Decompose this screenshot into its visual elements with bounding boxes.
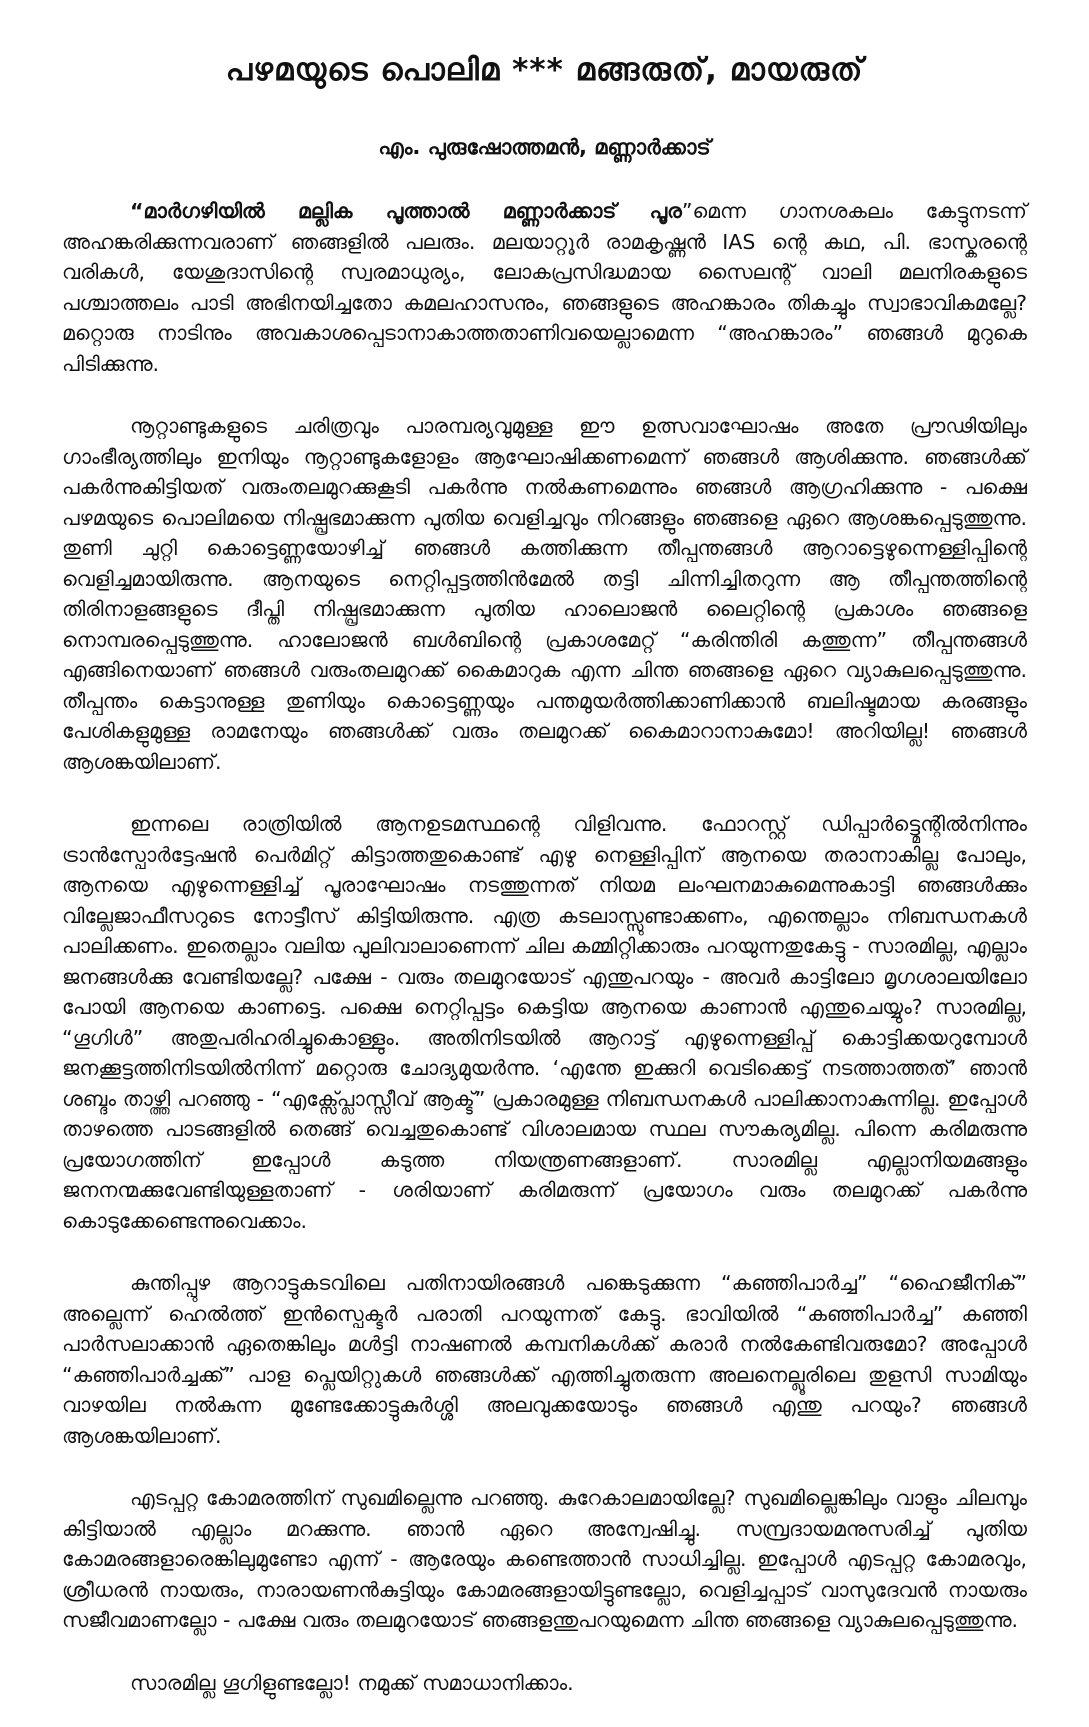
body-paragraph-5: [62, 1483, 1027, 1636]
body-paragraph-1: [62, 196, 1027, 379]
closing-line: സാരമില്ല ഗൂഗിളുണ്ടല്ലോ! നമുക്ക് സമാധാനിക്കാം.: [130, 1670, 574, 1695]
body-paragraph-2: [62, 411, 1027, 777]
author-byline: എം. പുരുഷോത്തമൻ, മണ്ണാർക്കാട്: [378, 135, 711, 159]
song-quote: “മാർഗഴിയിൽ മല്ലിക പൂത്താൽ മണ്ണാർക്കാട് പൂര: [130, 199, 682, 223]
paragraph-text: ”മെന്ന ഗാനശകലം കേട്ടുനടന്ന് അഹങ്കരിക്കുന്നവരാണ് ഞങ്ങളിൽ പലരും. മലയാറ്റൂർ രാമകൃഷ്ണൻ IAS ന്റെ കഥ, പി. ഭാസ്കരന്റെ വരികൾ, യേശുദാസിന്റെ സ്വരമാധുര്യം, ലോകപ്രസിദ്ധമായ സൈലന്റ് വാലി മലനിരകളുടെ പശ്ചാത്തലം പാടി അഭിനയിച്ചതോ കമലഹാസനും, ഞങ്ങളുടെ അഹങ്കാരം തികച്ചും സ്വാഭാവികമല്ലേ? മറ്റൊരു നാടിനും അവകാശപ്പെടാനാകാത്തതാണിവയെല്ലാമെന്ന “അഹങ്കാരം” ഞങ്ങൾ മുറുകെ പിടിക്കുന്നു.: [62, 199, 1027, 376]
paragraph-text: എടപ്പറ്റ കോമരത്തിന് സുഖമില്ലെന്നു പറഞ്ഞു. കുറേകാലമായില്ലേ? സുഖമില്ലെങ്കിലും വാളും ചിലമ്പും കിട്ടിയാൽ എല്ലാം മറക്കുന്നു. ഞാൻ ഏറെ അന്വേഷിച്ചു. സമ്പ്രദായമനുസരിച്ച് പുതിയ കോമരങ്ങളാരെങ്കിലുമുണ്ടോ എന്ന് - ആരേയും കണ്ടെത്താൻ സാധിച്ചില്ല. ഇപ്പോൾ എടപ്പറ്റ കോമരവും, ശ്രീധരൻ നായരും, നാരായണൻകുട്ടിയും കോമരങ്ങളായിട്ടുണ്ടല്ലോ, വെളിച്ചപ്പാട് വാസുദേവൻ നായരും സജീവമാണല്ലോ - പക്ഷേ വരും തലമുറയോട് ഞങ്ങളന്തുപറയുമെന്ന ചിന്ത ഞങ്ങളെ വ്യാകുലപ്പെടുത്തുന്നു.: [62, 1486, 1027, 1632]
body-paragraph-3: [62, 809, 1027, 1236]
paragraph-text: നൂറ്റാണ്ടുകളുടെ ചരിത്രവും പാരമ്പര്യവുമുള്ള ഈ ഉത്സവാഘോഷം അതേ പ്രൗഢിയിലും ഗാംഭീര്യത്തിലും ഇനിയും നൂറ്റാണ്ടുകളോളം ആഘോഷിക്കണമെന്ന് ഞങ്ങൾ ആശിക്കുന്നു. ഞങ്ങൾക്ക് പകർന്നുകിട്ടിയത് വരുംതലമുറക്കുകൂടി പകർന്നു നൽകണമെന്നും ഞങ്ങൾ ആഗ്രഹിക്കുന്നു - പക്ഷെ പഴമയുടെ പൊലിമയെ നിഷ്പ്രഭമാക്കുന്ന പുതിയ വെളിച്ചവും നിറങ്ങളും ഞങ്ങളെ ഏറെ ആശങ്കപ്പെടുത്തുന്നു. തുണി ചുറ്റി കൊട്ടെണ്ണയോഴിച്ച് ഞങ്ങൾ കത്തിക്കുന്ന തീപ്പന്തങ്ങൾ ആറാട്ടെഴുന്നെള്ളിപ്പിന്റെ വെളിച്ചമായിരുന്നു. ആനയുടെ നെറ്റിപ്പട്ടത്തിൻമേൽ തട്ടി ചിന്നിച്ചിതറുന്ന ആ തീപ്പന്തത്തിന്റെ തിരിനാളങ്ങളുടെ ദീപ്തി നിഷ്പ്രഭമാക്കുന്ന പുതിയ ഹാലൊജൻ ലൈറ്റിന്റെ പ്രകാശം ഞങ്ങളെ നൊമ്പരപ്പെടുത്തുന്നു. ഹാലോജൻ ബൾബിന്റെ പ്രകാശമേറ്റ് “കരിന്തിരി കത്തുന്ന” തീപ്പന്തങ്ങൾ എങ്ങിനെയാണ് ഞങ്ങൾ വരുംതലമുറക്ക് കൈമാറുക എന്ന ചിന്ത ഞങ്ങളെ ഏറെ വ്യാകുലപ്പെടുത്തുന്നു. തീപ്പന്തം കെട്ടാനുള്ള തുണിയും കൊട്ടെണ്ണയും പന്തമുയർത്തിക്കാണിക്കാൻ ബലിഷ്ടമായ കരങ്ങളും പേശികളുമുള്ള രാമനേയും ഞങ്ങൾക്ക് വരും തലമുറക്ക് കൈമാറാനാകുമോ! അറിയില്ല! ഞങ്ങൾ ആശങ്കയിലാണ്.: [62, 414, 1027, 774]
page-title: പഴമയുടെ പൊലിമ *** മങ്ങരുത്, മായരുത്: [225, 52, 864, 88]
paragraph-text: കുന്തിപ്പുഴ ആറാട്ടുകടവിലെ പതിനായിരങ്ങൾ പങ്കെടുക്കുന്ന “കഞ്ഞിപാർച്ച” “ഹൈജീനിക്” അല്ലെന്ന് ഹെൽത്ത് ഇൻസ്പെക്ടർ പരാതി പറയുന്നത് കേട്ടു. ഭാവിയിൽ “കഞ്ഞിപാർച്ച” കഞ്ഞി പാർസലാക്കാൻ ഏതെങ്കിലും മൾട്ടി നാഷണൽ കമ്പനികൾക്ക് കരാർ നൽകേണ്ടിവരുമോ? അപ്പോൾ “കഞ്ഞിപാർച്ചക്ക്” പാള പ്ലെയിറ്റുകൾ ഞങ്ങൾക്ക് എത്തിച്ചുതരുന്ന അലനെല്ലൂരിലെ തുളസി സാമിയും വാഴയില നൽകുന്ന മുണ്ടേക്കോട്ടുകുർശ്ശി അലവുക്കയോടും ഞങ്ങൾ എന്തു പറയും? ഞങ്ങൾ ആശങ്കയിലാണ്.: [62, 1271, 1027, 1448]
paragraph-text: ഇന്നലെ രാത്രിയിൽ ആനഉടമസ്ഥന്റെ വിളിവന്നു. ഫോറസ്റ്റ് ഡിപ്പാർട്ട്മെന്റിൽനിന്നും ട്രാൻസ്പോർട്ടേഷൻ പെർമിറ്റ് കിട്ടാത്തതുകൊണ്ട് എഴു നെള്ളിപ്പിന് ആനയെ തരാനാകില്ല പോലും, ആനയെ എഴുന്നെള്ളിച്ച് പൂരാഘോഷം നടത്തുന്നത് നിയമ ലംഘനമാകുമെന്നുകാട്ടി ഞങ്ങൾക്കും വില്ലേജാഫീസറുടെ നോട്ടീസ് കിട്ടിയിരുന്നു. എത്ര കടലാസ്സുണ്ടാക്കണം, എന്തെല്ലാം നിബന്ധനകൾ പാലിക്കണം. ഇതെല്ലാം വലിയ പുലിവാലാണെന്ന് ചില കമ്മിറ്റിക്കാരും പറയുന്നതുകേട്ടു - സാരമില്ല, എല്ലാം ജനങ്ങൾക്കു വേണ്ടിയല്ലേ? പക്ഷേ - വരും തലമുറയോട് എന്തുപറയും - അവർ കാട്ടിലോ മൃഗശാലയിലോ പോയി ആനയെ കാണട്ടെ. പക്ഷെ നെറ്റിപ്പട്ടം കെട്ടിയ ആനയെ കാണാൻ എന്തുചെയ്യും? സാരമില്ല, “ഗൂഗിൾ” അതുപരിഹരിച്ചുകൊള്ളും. അതിനിടയിൽ ആറാട്ട് എഴുന്നെള്ളിപ്പ് കൊട്ടിക്കയറുമ്പോൾ ജനക്കൂട്ടത്തിനിടയിൽനിന്ന് മറ്റൊരു ചോദ്യമുയർന്നു. ‘എന്തേ ഇക്കുറി വെടിക്കെട്ട് നടത്താത്തത്’ ഞാൻ ശബ്ദം താഴ്ത്തി പറഞ്ഞു - “എക്സ്പ്ലോസ്സീവ് ആക്ട്” പ്രകാരമുള്ള നിബന്ധനകൾ പാലിക്കാനാകുന്നില്ല. ഇപ്പോൾ താഴത്തെ പാടങ്ങളിൽ തെങ്ങ് വെച്ചതുകൊണ്ട് വിശാലമായ സ്ഥല സൗകര്യമില്ല. പിന്നെ കരിമരുന്നു പ്രയോഗത്തിന് ഇപ്പോൾ കടുത്ത നിയന്ത്രണങ്ങളാണ്. സാരമില്ല എല്ലാനിയമങ്ങളും ജനനന്മക്കുവേണ്ടിയുള്ളതാണ് - ശരിയാണ് കരിമരുന്ന് പ്രയോഗം വരും തലമുറക്ക് പകർന്നു കൊടുക്കേണ്ടെന്നുവെക്കാം.: [62, 812, 1027, 1233]
body-paragraph-4: [62, 1268, 1027, 1451]
